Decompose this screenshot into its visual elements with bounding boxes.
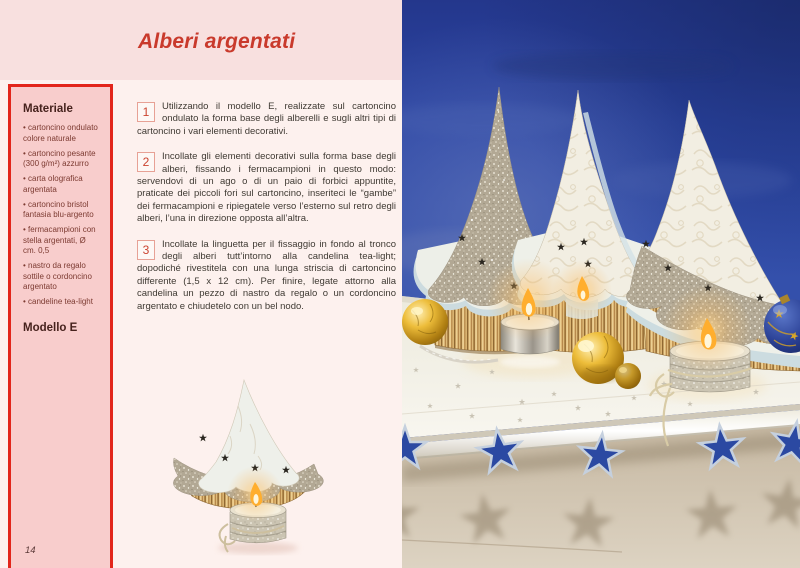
gold-ball-left	[402, 299, 448, 345]
step-text: Utilizzando il modello E, realizzate sul cartoncino ondulato la forma base degli alberelli e sugli altri tipi di cartoncino i vari elementi decorativi.	[137, 101, 396, 137]
back-candle	[552, 260, 612, 320]
step-number-badge: 1	[137, 102, 155, 122]
materials-list	[23, 123, 99, 308]
page-number: 14	[25, 545, 36, 556]
material-item: • cartoncino bristol fantasia blu-argento	[23, 200, 99, 221]
step-text: Incollate gli elementi decorativi sulla forma base degli alberi, fissando i fermacampioni in questo modo: servendovi di un ago o di un paio di forbici appuntite, praticate dei piccoli fori sul cartoncino, inseriteci le “gambe” dei fermacampioni e ripiegatele verso l’esterno sul retro degli alberi, l’una in direzione opposta all’altra.	[137, 151, 396, 225]
page-title: Alberi argentati	[138, 30, 296, 53]
step-1	[137, 101, 396, 138]
material-item: • carta olografica argentata	[23, 174, 99, 195]
step-text: Incollate la linguetta per il fissaggio in fondo al tronco degli alberi tutt’intorno alla candelina tea-light; dopodiché rivestitela con una lunga striscia di cartoncino differente (1,5 x 12 cm). Per finire, legate attorno alla candelina un pezzo di nastro da regalo o un cordoncino argentato e chiudetelo con un bel nodo.	[137, 238, 396, 312]
material-item: • fermacampioni con stella argentati, Ø cm. 0,5	[23, 225, 99, 257]
materials-panel	[8, 84, 113, 568]
tree-candle-illustration	[146, 376, 342, 562]
instruction-steps	[137, 101, 396, 326]
step-number-badge: 2	[137, 152, 155, 172]
gold-ball-small	[615, 363, 641, 389]
material-item: • candeline tea-light	[23, 297, 99, 308]
material-item: • cartoncino ondulato colore naturale	[23, 123, 99, 144]
step-number-badge: 3	[137, 240, 155, 260]
model-label: Modello E	[23, 321, 78, 334]
silver-trees-photo	[402, 0, 800, 568]
step-2	[137, 151, 396, 225]
material-item: • cartoncino pesante (300 g/m²) azzurro	[23, 149, 99, 170]
materials-heading: Materiale	[23, 103, 73, 115]
step-3	[137, 239, 396, 313]
photo-page	[402, 0, 800, 568]
material-item: • nastro da regalo sottile o cordoncino argentato	[23, 261, 99, 293]
